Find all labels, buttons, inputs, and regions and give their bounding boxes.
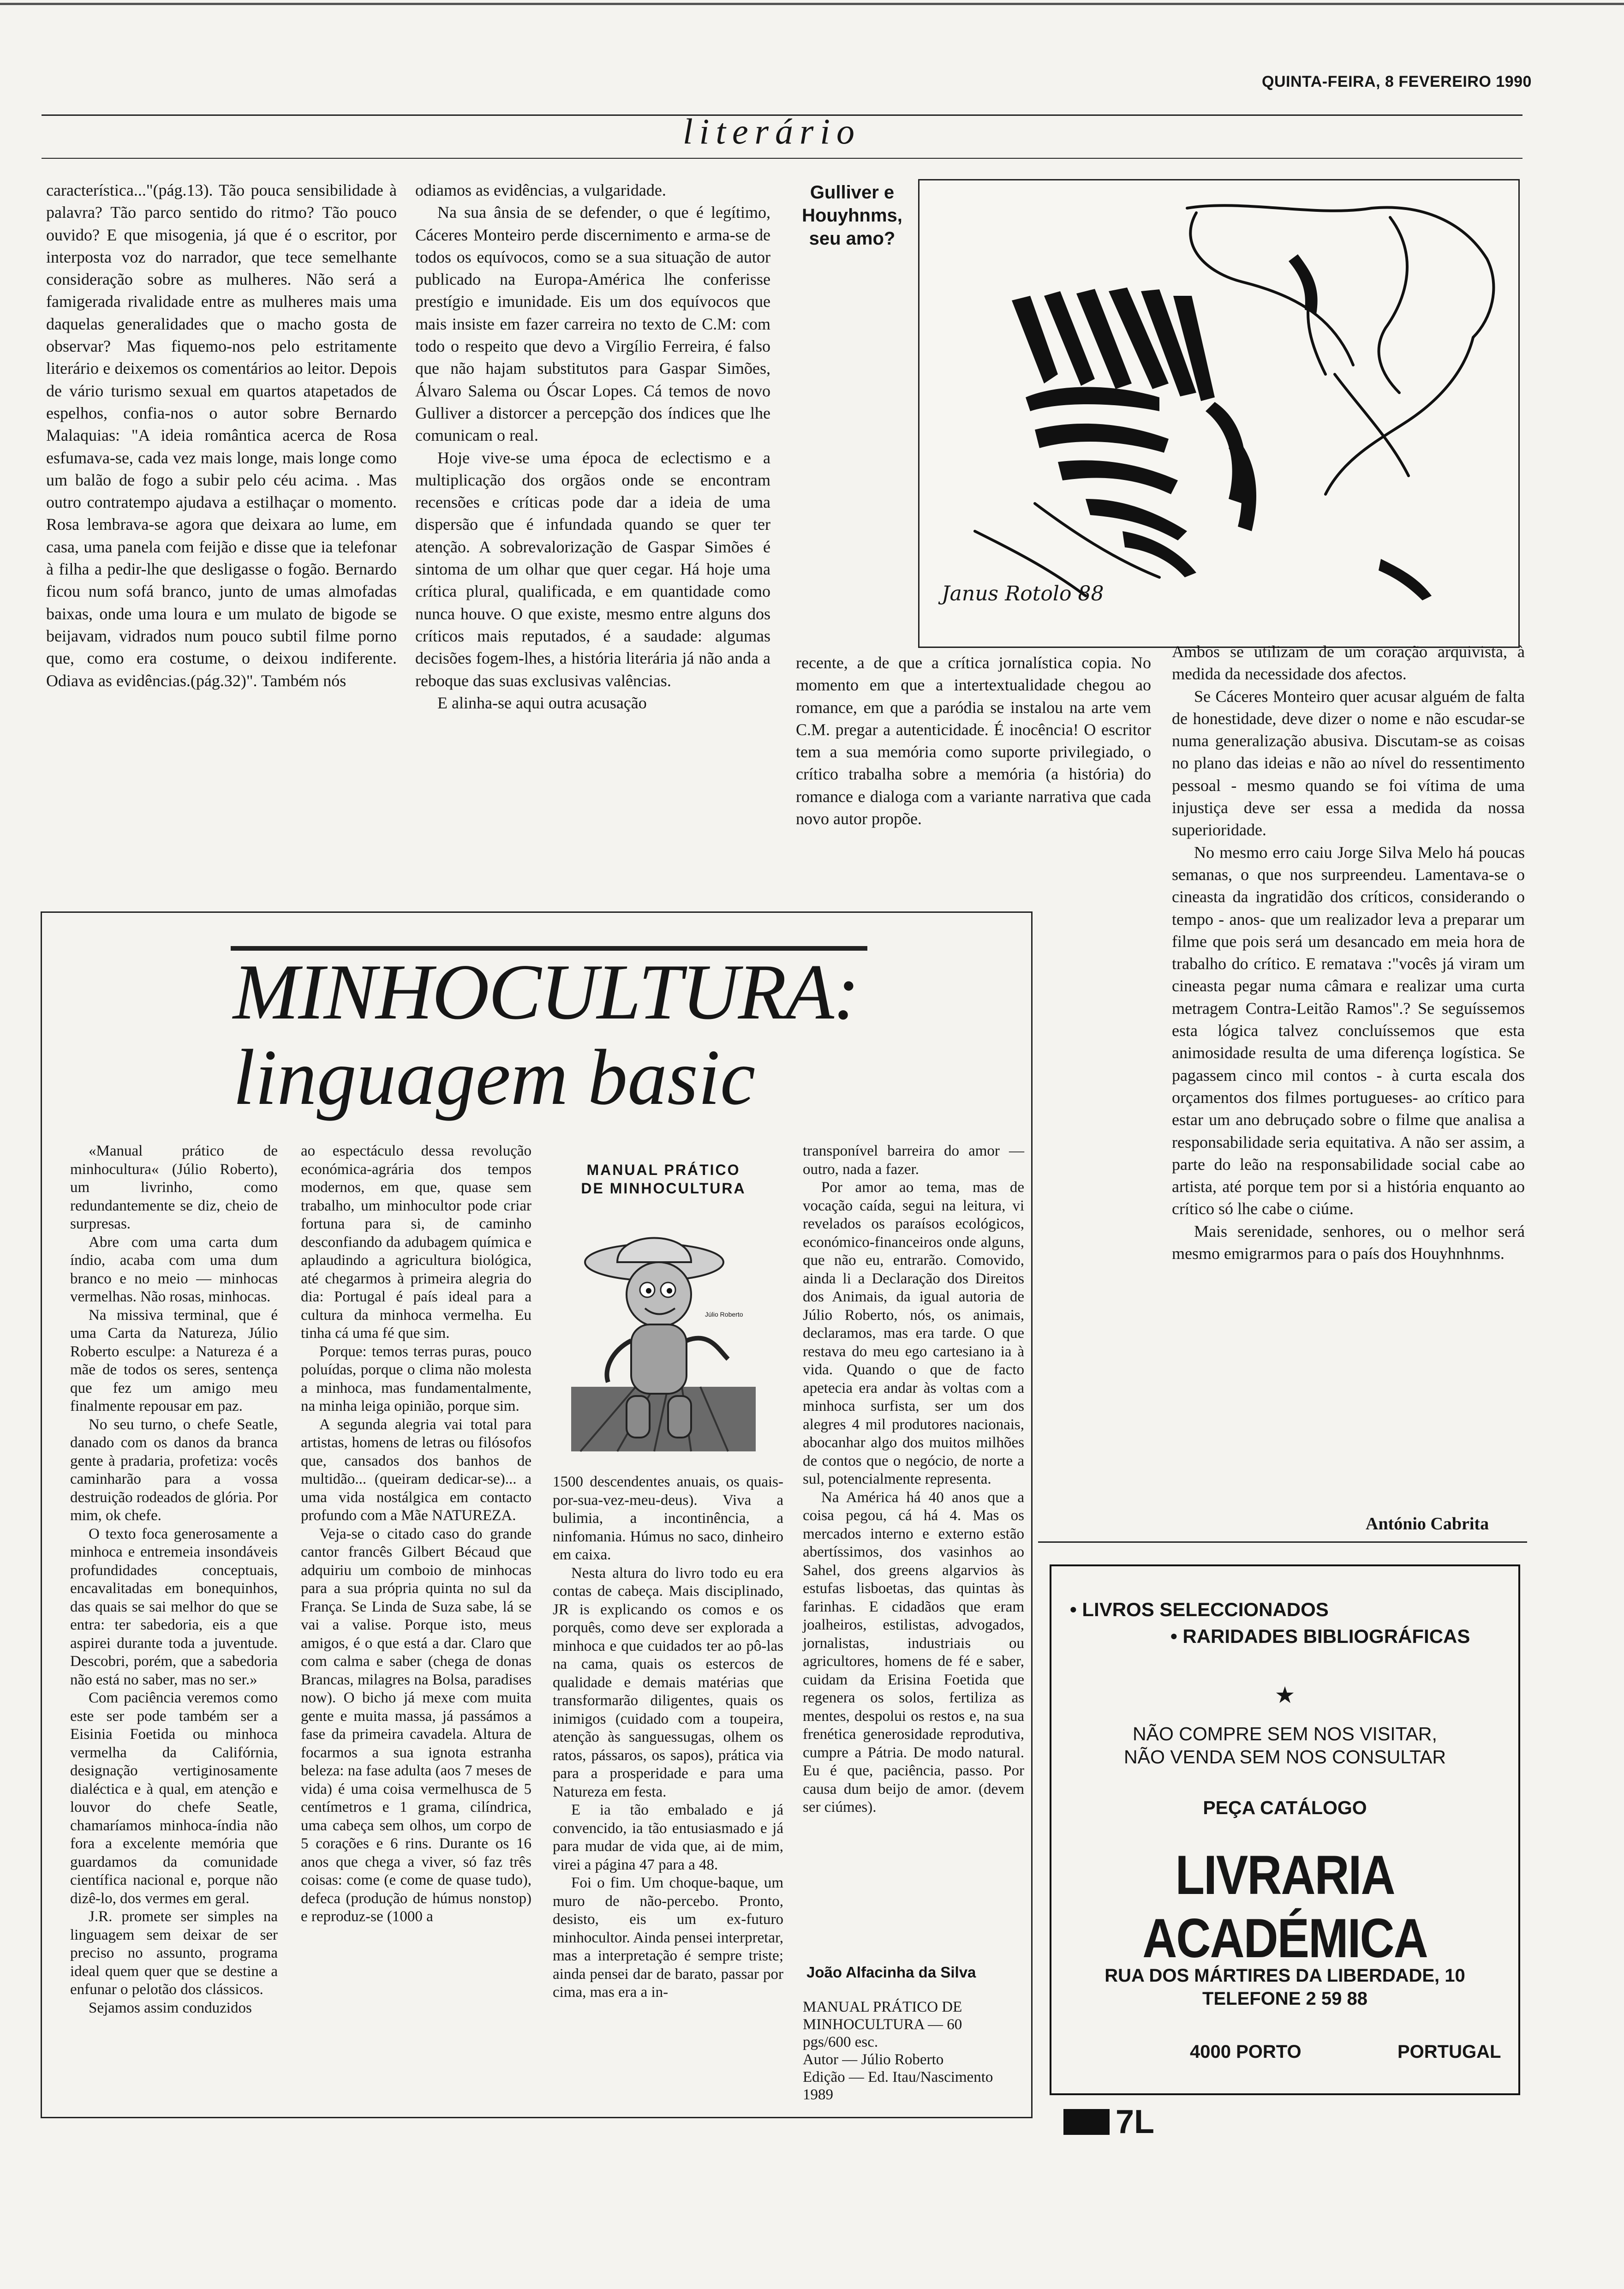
bookstore-name: LIVRARIA ACADÉMICA bbox=[1142, 1845, 1427, 1970]
top-rule bbox=[0, 3, 1624, 5]
article2-col2 bbox=[301, 1142, 531, 1926]
article2-title: MINHOCULTURA: bbox=[233, 948, 859, 1036]
article2-col4 bbox=[803, 1142, 1024, 1817]
illustration-signature: Janus Rotolo 88 bbox=[942, 582, 1104, 605]
bookstore-ad bbox=[1050, 1564, 1520, 2095]
paragraph: Abre com uma carta dum índio, acaba com uma dum branco e no meio — minhocas vermelhas. Não rosas, minhocas. bbox=[70, 1234, 278, 1305]
page-logo bbox=[1063, 2109, 1110, 2135]
zebra-drawing-icon bbox=[919, 180, 1518, 647]
paragraph: Foi o fim. Um choque-baque, um muro de não-percebo. Pronto, desisto, eis um ex-futuro minhocultor. Ainda pensei interpretar, mas a interpretação é sempre triste; ainda pensei dar de barato, passar por cima, mas era a in- bbox=[553, 1875, 783, 2001]
paragraph: Veja-se o citado caso do grande cantor francês Gilbert Bécaud que adquiriu um comboio de minhocas para a sua própria quinta no sul da França. Se Linda de Suza sabe, lá se vai a valise. Porque isto, meus amigos, é o que está a dar. Claro que com calma e saber (chega de donas Brancas, milagres na Bolsa, paradises now). O bicho já mexe com muita gente e muita massa, já passámos a fase da primeira cavadela. Altura de focarmos a sua ignota estranha beleza: na fase adulta (aos 7 meses de vida) é uma coisa vermelhusca de 5 centímetros e 1 grama, cilíndrica, uma cabeça sem olhos, um corpo de 5 corações e 6 rins. Durante os 16 anos que chega a viver, só faz três coisas: come (e come de quase tudo), defeca (produção de húmus nonstop) e reproduz-se (1000 a bbox=[301, 1525, 531, 1925]
ad-line-5: PEÇA CATÁLOGO bbox=[1203, 1797, 1367, 1818]
paragraph: Com paciência veremos como este ser pode também ser a Eisinia Foetida ou minhoca vermelha da Califórnia, designação vertiginosamente dialéctica e à qual, em atenção e louvor do chefe Seatle, chamaríamos minhoca-índia não fora a excelente memória que guardamos da comunidade científica nacional e, porque não dizê-lo, dos vermes em geral. bbox=[70, 1690, 278, 1907]
paragraph: «Manual prático de minhocultura« (Júlio Roberto), um livrinho, como redundantemente se diz, cheio de surpresas. bbox=[70, 1143, 278, 1232]
article1-col2 bbox=[415, 179, 770, 714]
paragraph: E ia tão embalado e já convencido, ia tão entusiasmado e já para mudar de vida que, ai de mim, virei a página 47 para a 48. bbox=[553, 1802, 783, 1873]
paragraph: característica..."(pág.13). Tão pouca sensibilidade à palavra? Tão parco sentido do ritmo? Tão pouco ouvido? E que misogenia, já que é o escritor, por interposta voz do narrador, que tece semelhante consideração sobre as mulheres. Não será a famigerada rivalidade entre as mulheres mais uma daquelas generalidades que o macho gosta de observar? Mas fiquemo-nos pelo estritamente literário e deixemos os comentários ao leitor. Depois de vário turismo sexual em quartos atapetados de espelhos, confia-nos o autor sobre Bernardo Malaquias: "A ideia romântica acerca de Rosa esfumava-se, cada vez mais longe, mais longe como um balão de fogo a subir pelo céu acima. . Mas outro contratempo ajudava a estilhaçar o momento. Rosa lembrava-se agora que deixara ao lume, em casa, uma panela com feijão e disse que ia telefonar à filha a pedir-lhe que desligasse o fogão. Bernardo ficou num sofá branco, junto de umas almofadas baixas, onde uma loura e um mulato de bigode se beijavam, vidrados num pouco subtil filme porno que, como era costume, o deixou indiferente. Odiava as evidências.(pág.32)". Também nós bbox=[46, 181, 397, 690]
article1-author: António Cabrita bbox=[1366, 1514, 1489, 1534]
book-cover-title: MANUAL PRÁTICO DE MINHOCULTURA bbox=[581, 1162, 746, 1197]
ad-line-1: • LIVROS SELECCIONADOS bbox=[1070, 1599, 1329, 1620]
ad-separator bbox=[1038, 1541, 1527, 1543]
book-cover-author: Júlio Roberto bbox=[705, 1311, 743, 1318]
paragraph: A segunda alegria vai total para artistas, homens de letras ou filósofos que, cansados dos banhos de multidão... (queiram dedicar-se)... a uma vida nostálgica em contacto profundo com a Mãe NATUREZA. bbox=[301, 1416, 531, 1524]
article2-bookinfo bbox=[803, 1998, 1024, 2103]
paragraph: Na missiva terminal, que é uma Carta da Natureza, Júlio Roberto esculpe: a Natureza é a mãe de todos os seres, sentença que fez um amigo meu finalmente repousar em paz. bbox=[70, 1306, 278, 1414]
ad-line-3: NÃO COMPRE SEM NOS VISITAR, bbox=[1133, 1723, 1437, 1744]
issue-date: QUINTA-FEIRA, 8 FEVEREIRO 1990 bbox=[1262, 73, 1532, 90]
bookinfo-line: Autor — Júlio Roberto bbox=[803, 2051, 944, 2068]
article2-col1 bbox=[70, 1142, 278, 2017]
bookstore-address: RUA DOS MÁRTIRES DA LIBERDADE, 10 bbox=[1105, 1965, 1465, 1986]
bookinfo-line: pgs/600 esc. bbox=[803, 2034, 878, 2050]
paragraph: Mais serenidade, senhores, ou o melhor será mesmo emigrarmos para o país dos Houyhnhnms. bbox=[1172, 1222, 1525, 1263]
paragraph: recente, a de que a crítica jornalística copia. No momento em que a intertextualidade chegou ao romance, em que a paródia se instalou na arte vem C.M. pregar a autenticidade. É inocência! O escritor tem a sua memória como suporte privilegiado, o crítico trabalha sobre a memória (a história) do romance e dialoga com a variante narrativa que cada novo autor propõe. bbox=[796, 653, 1151, 828]
paragraph: No mesmo erro caiu Jorge Silva Melo há poucas semanas, o que nos surpreendeu. Lamentava-se o cineasta da ingratidão dos críticos, considerando o tempo - anos- que um realizador leva a preparar um filme que pois será um desancado em meia hora de trabalho do crítico. E rematava :"vocês já viram um cineasta pegar numa câmara e realizar uma curta metragem Contra-Leitão Ramos".? Se seguíssemos esta lógica talvez concluíssemos que esta animosidade resulta de uma diferença logística. Se pagassem cinco mil contos - à curta escala dos orçamentos dos filmes portugueses- ao crítico para estar um ano debruçado sobre o filme que analisa a responsabilidade seria equitativa. A não ser assim, a parte do leão na responsabilidade social cabe ao artista, até porque tem por si a história enquanto ao crítico só lhe cabe o ciúme. bbox=[1172, 843, 1525, 1218]
article2-author: João Alfacinha da Silva bbox=[806, 1964, 976, 1981]
ad-line-2: • RARIDADES BIBLIOGRÁFICAS bbox=[1170, 1625, 1470, 1647]
book-cover bbox=[553, 1151, 774, 1461]
bookstore-city: 4000 PORTO bbox=[1190, 2042, 1302, 2062]
article1-col1 bbox=[46, 179, 397, 692]
section-title: literário bbox=[683, 111, 861, 151]
paragraph: ao espectáculo dessa revolução económica-agrária dos tempos modernos, em que, quase sem trabalho, um minhocultor pode criar fortuna para si, de caminho desconfiando da adubagem química e aplaudindo a agricultura biológica, até chegarmos à primeira alegria do dia: Portugal é país ideal para a cultura da minhoca vermelha. Eu tinha cá uma fé que sim. bbox=[301, 1143, 531, 1342]
paragraph: Na América há 40 anos que a coisa pegou, cá há 4. Mas os mercados interno e externo estão abertíssimos, dos vasinhos ao Sahel, dos greens algarvios às estufas lisboetas, das quintas às farinhas. E cidadãos que eram joalheiros, estilistas, advogados, jornalistas, industriais ou agricultores, homens de fé e saber, cuidam da Erisina Foetida que regenera os solos, fertiliza as mentes, despolui os restos e, na sua frenética generosidade reprodutiva, cumpre a Pátria. De modo natural. Eu é que, paciência, passo. Por causa dum beijo de amor. (devem ser ciúmes). bbox=[803, 1489, 1024, 1816]
sidebar-title: Gulliver e Houyhnms, seu amo? bbox=[802, 182, 902, 249]
paragraph: O texto foca generosamente a minhoca e entremeia insondáveis profundidades conceptuais, encavalitadas em bonequinhos, das quais se sai melhor do que se entra: ter sabedoria, eis a que aspirei durante toda a juventude. Descobri, porém, que a sabedoria não está no saber, mas no ser.» bbox=[70, 1525, 278, 1688]
article2-col3 bbox=[553, 1473, 783, 2002]
paragraph: No seu turno, o chefe Seatle, danado com os danos da branca gente à pradaria, profetiza: vocês caminharão para a vossa destruição rodeados de glória. Por mim, ok chefe. bbox=[70, 1416, 278, 1524]
paragraph: Por amor ao tema, mas de vocação caída, segui na leitura, vi revelados os paraísos ecológicos, económico-financeiros onde alguns, que não eu, entrarão. Comovido, ainda li a Declaração dos Direitos dos Animais, da igual autoria de Júlio Roberto, nós, os animais, declaramos, mas era tarde. O que restava do meu ego cartesiano ia à vida. Quando o que de facto apetecia era andar às voltas com a minhoca surfista, ser um dos alegres 4 mil produtores nacionais, abocanhar algo dos muitos milhões de contos que o negócio, de norte a sul, potencialmente representa. bbox=[803, 1179, 1024, 1487]
bookstore-country: PORTUGAL bbox=[1397, 2042, 1501, 2062]
illustration bbox=[918, 179, 1520, 648]
paragraph: Hoje vive-se uma época de eclectismo e a multiplicação dos orgãos onde se encontram recensões e críticas pode dar a ideia de uma dispersão que é infundada quando se quer ter atenção. A sobrevalorização de Gaspar Simões é sintoma de um olhar que quer cegar. Há hoje uma crítica plural, qualificada, e em quantidade como nunca houve. O que existe, mesmo entre alguns dos críticos mais reputados, é a saudade: algumas decisões fogem-lhes, a história literária já não anda a reboque das suas exclusivas valências. bbox=[415, 448, 770, 690]
paragraph: J.R. promete ser simples na linguagem sem deixar de ser preciso no assunto, programa ideal quem quer que se destine a enfunar o pelotão dos clássicos. bbox=[70, 1908, 278, 1998]
bookinfo-line: MINHOCULTURA — 60 bbox=[803, 2016, 962, 2033]
paragraph: transponível barreira do amor — outro, nada a fazer. bbox=[803, 1143, 1024, 1178]
article1-col3 bbox=[796, 652, 1151, 830]
paragraph: odiamos as evidências, a vulgaridade. bbox=[415, 181, 666, 199]
paragraph: E alinha-se aqui outra acusação bbox=[437, 693, 647, 712]
worm-farmer-icon bbox=[562, 1221, 765, 1456]
header-rule-bottom bbox=[42, 158, 1522, 159]
star-icon: ★ bbox=[1274, 1682, 1296, 1708]
paragraph: Ambos se utilizam de um coração arquivista, à medida da necessidade dos afectos. bbox=[1172, 642, 1525, 683]
page-number: 7L bbox=[1116, 2103, 1155, 2140]
bookinfo-line: MANUAL PRÁTICO DE bbox=[803, 1999, 962, 2015]
article2-subtitle: linguagem basic bbox=[233, 1034, 756, 1121]
paragraph: Nesta altura do livro todo eu era contas de cabeça. Mais disciplinado, JR is explicando os comos e os porquês, como deve ser explorada a minhoca e que cuidados ter ao pô-las na cama, quais os estercos de qualidade e demais matérias que transformarão diligentes, quais os inimigos (cuidado com a toupeira, atenção às sanguessugas, olhem os ratos, pássaros, os sapos), prática via para a prosperidade e para uma Natureza em festa. bbox=[553, 1564, 783, 1800]
paragraph: Sejamos assim conduzidos bbox=[89, 1999, 252, 2016]
bookstore-phone: TELEFONE 2 59 88 bbox=[1202, 1989, 1367, 2009]
ad-line-4: NÃO VENDA SEM NOS CONSULTAR bbox=[1124, 1746, 1446, 1768]
bookinfo-line: Edição — Ed. Itau/Nascimento 1989 bbox=[803, 2069, 993, 2103]
paragraph: Porque: temos terras puras, pouco poluídas, porque o clima não molesta a minhoca, mas fundamentalmente, na minha leiga opinião, porque sim. bbox=[301, 1343, 531, 1414]
article1-col4 bbox=[1172, 641, 1525, 1264]
paragraph: Se Cáceres Monteiro quer acusar alguém de falta de honestidade, deve dizer o nome e não escudar-se numa generalização abusiva. Discutam-se as coisas no plano das ideias e não ao nível do ressentimento pessoal - mesmo quando se foi vítima de uma injustiça deve ser essa a medida da nossa superioridade. bbox=[1172, 687, 1525, 839]
paragraph: 1500 descendentes anuais, os quais-por-sua-vez-meu-deus). Viva a bulimia, a incontinência, a ninfomania. Húmus no saco, dinheiro em caixa. bbox=[553, 1474, 783, 1563]
paragraph: Na sua ânsia de se defender, o que é legítimo, Cáceres Monteiro perde discernimento e arma-se de todos os equívocos, como se a sua situação de autor publicado na Europa-América lhe conferisse prestígio e imunidade. Eis um dos equívocos que mais insiste em fazer carreira no texto de C.M: com todo o respeito que devo a Virgílio Ferreira, é falso que não hajam substitutos para Gaspar Simões, Álvaro Salema ou Óscar Lopes. Cá temos de novo Gulliver a distorcer a percepção dos índices que lhe comunicam o real. bbox=[415, 203, 770, 445]
